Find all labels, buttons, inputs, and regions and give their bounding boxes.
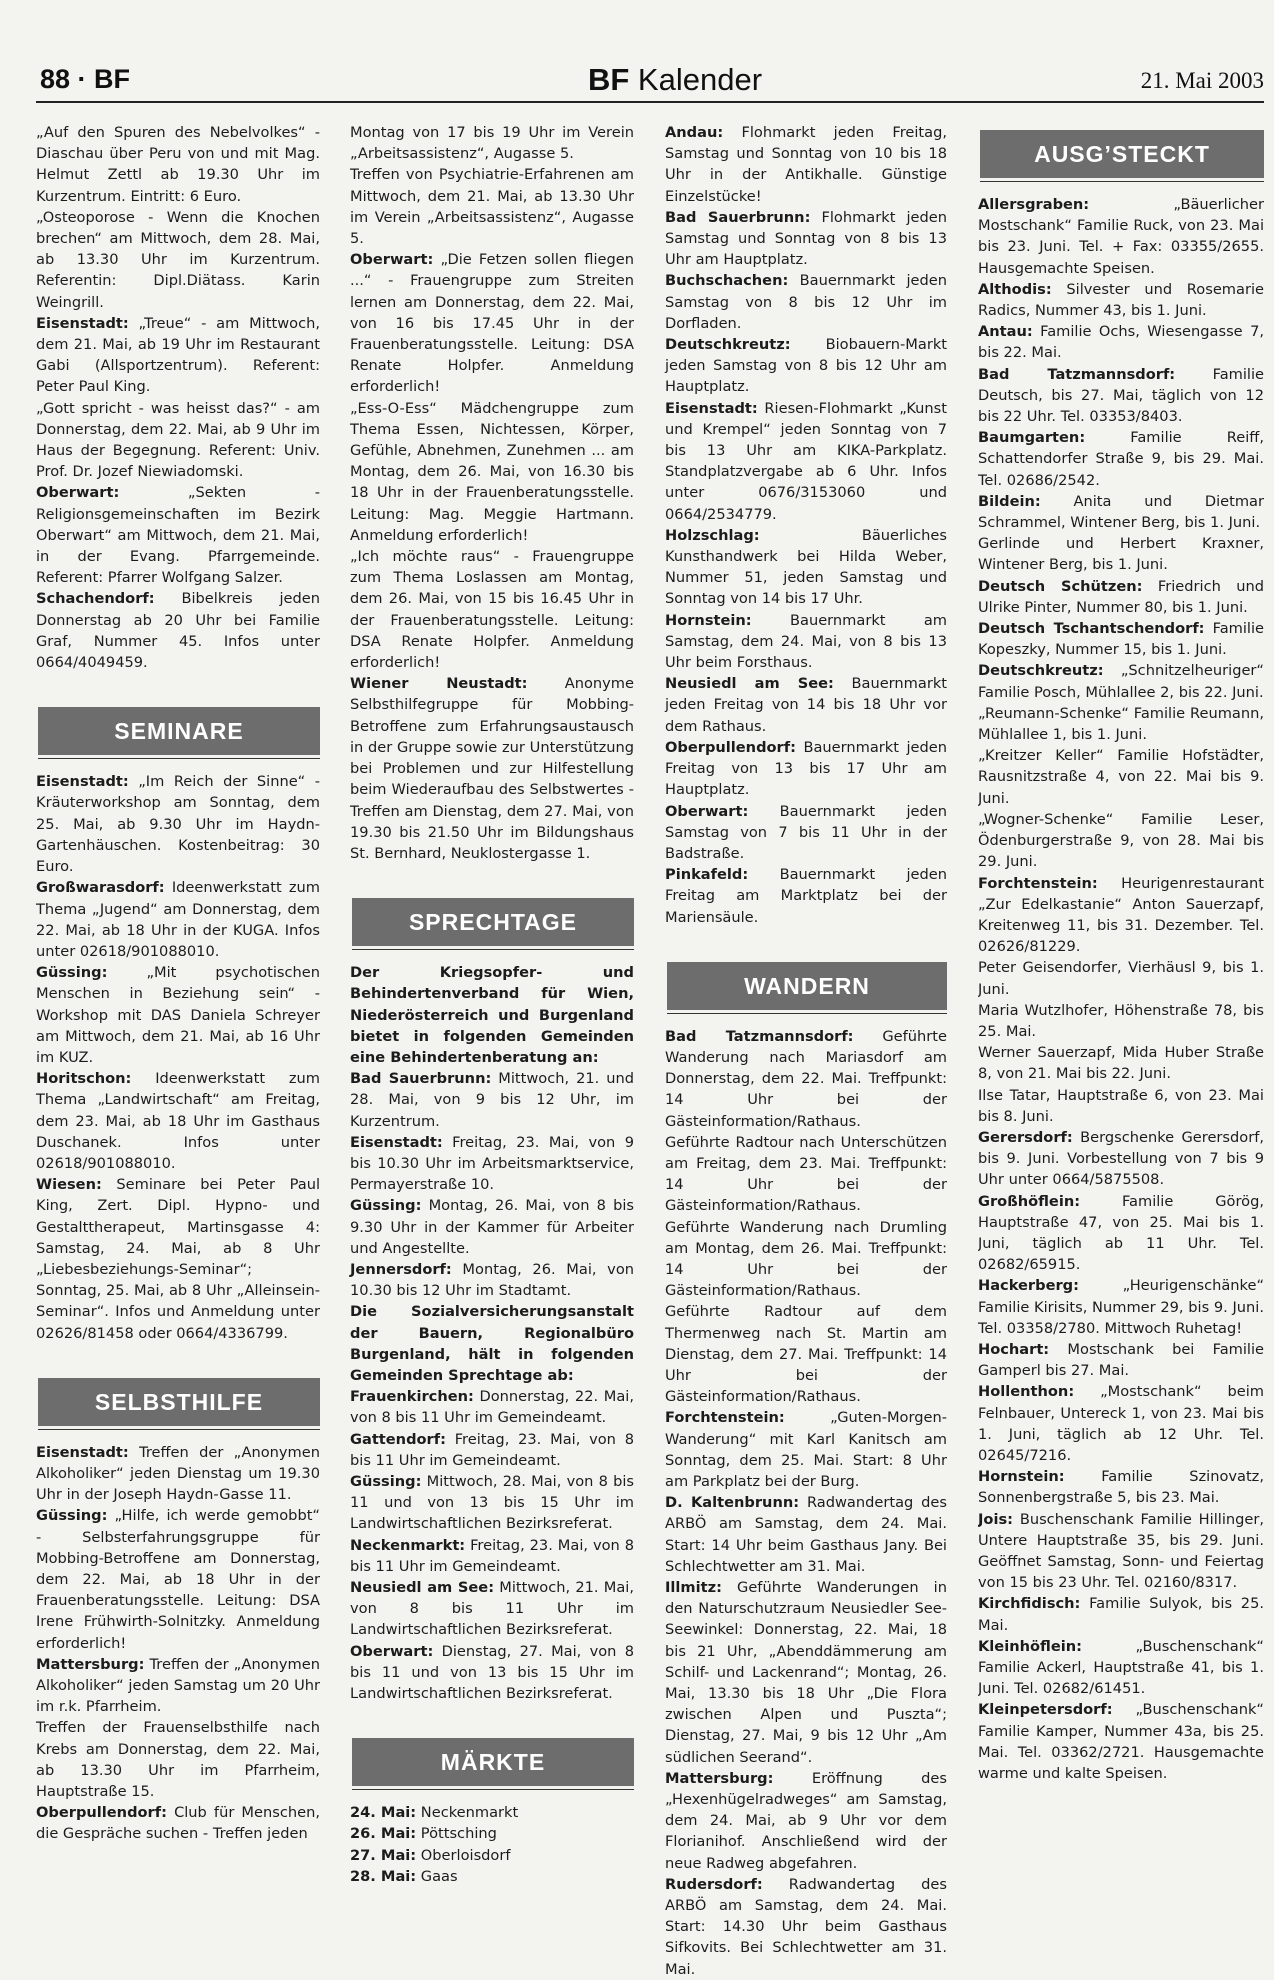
listing-entry [665, 1407, 947, 1492]
listing-entry [978, 873, 1264, 958]
listing-text: Ideenwerkstatt zum Thema „Landwirtschaft“ am Freitag, dem 23. Mai, ab 18 Uhr im Gasthaus Duschanek. Infos unter 02618/901088010. [36, 1070, 320, 1172]
listing-entry [978, 1381, 1264, 1466]
listing-entry [350, 1802, 634, 1823]
listing-entry [350, 1577, 634, 1641]
listing-text: „Heurigenschänke“ Familie Kirisits, Nummer 29, bis 9. Juni. Tel. 03358/2780. Mittwoch Ruhetag! [978, 1277, 1264, 1337]
listing-entry [978, 491, 1264, 533]
listing-place: Bad Tatzmannsdorf: [665, 1027, 854, 1045]
listing-text: Bäuerliches Kunsthandwerk bei Hilda Weber, Nummer 51, jeden Samstag und Sonntag von 14 bis 17 Uhr. [665, 526, 947, 608]
listing-entry [665, 864, 947, 928]
listing-entry [350, 1641, 634, 1705]
listing-place: Neusiedl am See: [350, 1579, 495, 1596]
listing-entry [350, 122, 634, 164]
listing-text: Riesen-Flohmarkt „Kunst und Krempel“ jeden Sonntag von 7 bis 13 Uhr am KIKA-Parkplatz. Standplatzvergabe ab 6 Uhr. Infos unter 0676/3153060 und 0664/2534779. [665, 399, 947, 523]
listing-place: Mattersburg: [665, 1769, 774, 1787]
listing-text: Familie Sulyok, bis 25. Mai. [978, 1595, 1264, 1634]
listing-entry [350, 249, 634, 397]
listing-text: Bergschenke Gerersdorf, bis 9. Juni. Vorbestellung von 7 bis 9 Uhr unter 0664/5875508. [978, 1128, 1264, 1189]
listing-text: „Mit psychotischen Menschen in Beziehung sein“ - Workshop mit DAS Daniela Schreyer am Mittwoch, dem 21. Mai, ab 16 Uhr im KUZ. [36, 964, 320, 1066]
listing-entry [665, 334, 947, 398]
listing-entry [350, 1535, 634, 1577]
listing-entry [36, 962, 320, 1068]
listing-text: Geführte Radtour auf dem Thermenweg nach St. Martin am Dienstag, dem 27. Mai. Treffpunkt: 14 Uhr bei der Gästeinformation/Rathaus. [665, 1303, 947, 1406]
listing-text: Donnerstag, 22. Mai, von 8 bis 11 Uhr im Gemeindeamt. [350, 1388, 634, 1427]
listing-place: Hochart: [978, 1340, 1050, 1358]
listing-text: Heurigenrestaurant „Zur Edelkastanie“ Anton Sauerzapf, Kreitenweg 11, bis 31. Dezember. Tel. 02626/81229. [978, 874, 1264, 956]
listing-text: Eröffnung des „Hexenhügelradweges“ am Samstag, dem 24. Mai, ab 9 Uhr vor dem Florianihof. Anschließend wird der neue Radweg abgefahren. [665, 1769, 947, 1872]
listing-text: Treffen der „Anonymen Alkoholiker“ jeden Samstag um 20 Uhr im r.k. Pfarrheim. [36, 1655, 320, 1716]
listing-entry [978, 533, 1264, 575]
listing-text: Bibelkreis jeden Donnerstag ab 20 Uhr bei Familie Graf, Nummer 45. Infos unter 0664/4049459. [36, 590, 320, 672]
listing-place: Oberwart: [350, 251, 434, 269]
listing-place: Kleinhöflein: [978, 1637, 1082, 1655]
listing-text: Bauernmarkt jeden Freitag von 14 bis 18 Uhr vor dem Rathaus. [665, 675, 947, 735]
listing-place: Eisenstadt: [665, 399, 758, 417]
listing-entry [36, 122, 320, 207]
listing-text: Bauernmarkt am Samstag, dem 24. Mai, von 8 bis 13 Uhr beim Forsthaus. [665, 611, 948, 672]
listing-entry [350, 398, 634, 546]
listing-place: Hackerberg: [978, 1277, 1079, 1295]
listing-text: Familie Deutsch, bis 27. Mai, täglich von 12 bis 22 Uhr. Tel. 03353/8403. [978, 365, 1264, 426]
listing-text: Club für Menschen, die Gespräche suchen - Treffen jeden [36, 1804, 320, 1843]
listing-place: Jennersdorf: [350, 1260, 452, 1278]
listing-entry [978, 1339, 1264, 1381]
listing-text: Familie Görög, Hauptstraße 47, von 25. Mai bis 1. Juni, täglich ab 11 Uhr. Tel. 02682/65915. [978, 1192, 1264, 1274]
listing-place: Gerersdorf: [978, 1128, 1073, 1146]
listing-entry [978, 194, 1264, 279]
listing-text: „Wogner-Schenke“ Familie Leser, Ödenburgerstraße 9, von 28. Mai bis 29. Juni. [978, 810, 1264, 871]
listing-place: Oberpullendorf: [665, 738, 796, 756]
listing-text: Montag von 17 bis 19 Uhr im Verein „Arbeitsassistenz“, Augasse 5. [350, 124, 634, 163]
listing-entry [36, 398, 320, 483]
listing-text: „Treue“ - am Mittwoch, dem 21. Mai, ab 19 Uhr im Restaurant Gabi (Allsportzentrum). Referent: Peter Paul King. [36, 314, 320, 396]
listing-text: Seminare bei Peter Paul King, Zert. Dipl. Hypno- und Gestalttherapeut, Martinsgasse 4: Samstag, 24. Mai, ab 8 Uhr „Liebesbeziehungs-Seminar“; Sonntag, 25. Mai, ab 8 Uhr „Alleinsein-Seminar“. Infos und Anmeldung unter 02626/81458 oder 0664/4336799. [36, 1176, 320, 1342]
listing-place: Kleinpetersdorf: [978, 1701, 1113, 1719]
listing-text: Familie Szinovatz, Sonnenbergstraße 5, bis 23. Mai. [978, 1468, 1264, 1507]
listing-text: Mittwoch, 28. Mai, von 8 bis 11 und von 13 bis 15 Uhr im Landwirtschaftlichen Bezirksreferat. [350, 1472, 634, 1533]
page-number: 88 · BF [40, 64, 131, 94]
listing-entry [36, 1717, 320, 1802]
listing-entry [350, 1429, 634, 1471]
listing-entry [350, 1386, 634, 1428]
listing-entry [350, 1845, 634, 1866]
listing-entry [978, 660, 1264, 702]
listing-text: „Die Fetzen sollen fliegen ...“ - Frauengruppe zum Streiten lernen am Donnerstag, dem 22. Mai, von 16 bis 17.45 Uhr in der Frauenberatungsstelle. Leitung: DSA Renate Holpfer. Anmeldung erforderlich! [350, 251, 634, 396]
listing-place: Wiener Neustadt: [350, 675, 528, 693]
listing-entry [36, 207, 320, 313]
listing-text: Familie Reiff, Schattendorfer Straße 9, bis 29. Mai. Tel. 02686/2542. [978, 429, 1264, 489]
listing-place: Bad Sauerbrunn: [350, 1070, 492, 1088]
listing-entry [665, 1874, 947, 1980]
listing-text: Montag, 26. Mai, von 10.30 bis 12 Uhr im Stadtamt. [350, 1260, 634, 1300]
listing-place: 27. Mai: [350, 1846, 417, 1864]
listing-entry [350, 546, 634, 673]
listing-place: Bad Tatzmannsdorf: [978, 365, 1176, 383]
listing-entry [665, 1577, 947, 1768]
listing-text: „Ich möchte raus“ - Frauengruppe zum Thema Loslassen am Montag, dem 26. Mai, von 15 bis 16.45 Uhr in der Frauenberatungsstelle. Leitung: DSA Renate Holpfer. Anmeldung erforderlich! [350, 548, 634, 672]
listing-text: „Schnitzelheuriger“ Familie Posch, Mühlallee 2, bis 22. Juni. [978, 662, 1264, 701]
listing-text: „Kreitzer Keller“ Familie Hofstädter, Rausnitzstraße 4, von 22. Mai bis 9. Juni. [978, 747, 1264, 807]
listing-entry [665, 801, 947, 865]
listing-text: Geführte Wanderungen in den Naturschutzraum Neusiedler See-Seewinkel: Donnerstag, 22. Mai, 18 bis 21 Uhr, „Abenddämmerung am Schilf- und Lackenrand“; Montag, 26. Mai, 13.30 bis 18 Uhr „Die Flora zwischen Alpen und Puszta“; Dienstag, 27. Mai, 9 bis 12 Uhr „Am südlichen Seerand“. [665, 1579, 947, 1766]
listing-text: Gaas [420, 1867, 458, 1885]
listing-text: Familie Ochs, Wiesengasse 7, bis 22. Mai. [978, 323, 1264, 362]
listing-text: „Ess-O-Ess“ Mädchengruppe zum Thema Essen, Nichtessen, Körper, Gefühle, Abnehmen, Zunehmen ... am Montag, dem 26. Mai, von 16.30 bis 18 Uhr in der Frauenberatungsstelle. Leitung: Mag. Meggie Hartmann. Anmeldung erforderlich! [350, 399, 634, 544]
listing-text: Bauernmarkt jeden Samstag von 8 bis 12 Uhr im Dorfladen. [665, 272, 948, 332]
listing-entry [978, 321, 1264, 363]
listing-text: „Gott spricht - was heisst das?“ - am Donnerstag, dem 22. Mai, ab 9 Uhr im Haus der Begegnung. Referent: Univ. Prof. Dr. Jozef Niewiadomski. [36, 399, 320, 481]
listing-text: Gerlinde und Herbert Kraxner, Wintener Berg, bis 1. Juni. [978, 535, 1264, 574]
listing-place: Eisenstadt: [36, 773, 129, 791]
listing-place: Hornstein: [665, 611, 752, 629]
listing-entry [350, 1132, 634, 1196]
listing-place: Deutsch Tschantschendorf: [978, 620, 1205, 638]
listing-entry [350, 164, 634, 249]
listing-entry [665, 270, 947, 334]
listing-entry [978, 703, 1264, 745]
listing-place: Hollenthon: [978, 1383, 1075, 1401]
listing-text: Flohmarkt jeden Freitag, Samstag und Sonntag von 10 bis 18 Uhr in der Antikhalle. Günstige Einzelstücke! [665, 124, 948, 205]
heading-sprechtage: SPRECHTAGE [352, 898, 634, 950]
listing-entry [665, 737, 947, 801]
listing-entry [36, 771, 320, 877]
listing-text: „Buschenschank“ Familie Kamper, Nummer 43a, bis 25. Mai. Tel. 03362/2721. Hausgemachte warme und kalte Speisen. [978, 1701, 1264, 1783]
listing-text: Treffen der „Anonymen Alkoholiker“ jeden Dienstag um 19.30 Uhr in der Joseph Haydn-Gasse 11. [36, 1443, 320, 1504]
section-title-logo: BF [587, 62, 630, 97]
listing-place: Großhöflein: [978, 1192, 1081, 1210]
listing-entry [36, 1505, 320, 1653]
listing-entry [350, 673, 634, 864]
listing-text: Dienstag, 27. Mai, von 8 bis 11 und von 13 bis 15 Uhr im Landwirtschaftlichen Bezirksreferat. [350, 1642, 634, 1703]
listing-text: Ideenwerkstatt zum Thema „Jugend“ am Donnerstag, dem 22. Mai, ab 18 Uhr in der KUGA. Infos unter 02618/901088010. [36, 879, 320, 960]
listing-text: „Guten-Morgen-Wanderung“ mit Karl Kanitsch am Sonntag, dem 25. Mai. Start: 8 Uhr am Parkplatz bei der Burg. [665, 1409, 947, 1490]
listing-entry [978, 745, 1264, 809]
listing-text: Familie Kopeszky, Nummer 15, bis 1. Juni. [978, 620, 1264, 659]
listing-text: Werner Sauerzapf, Mida Huber Straße 8, von 21. Mai bis 22. Juni. [978, 1044, 1264, 1083]
listing-text: Maria Wutzlhofer, Höhenstraße 78, bis 25. Mai. [978, 1001, 1264, 1040]
listing-entry [350, 1823, 634, 1844]
listing-text: Pöttsching [420, 1825, 497, 1843]
listing-place: Oberpullendorf: [36, 1804, 167, 1822]
heading-wandern: WANDERN [667, 962, 947, 1014]
listing-place: Kirchfidisch: [978, 1595, 1081, 1613]
listing-text: Friedrich und Ulrike Pinter, Nummer 80, bis 1. Juni. [978, 577, 1264, 616]
listing-place: Holzschlag: [665, 526, 760, 544]
listing-text: Freitag, 23. Mai, von 8 bis 11 Uhr im Gemeindeamt. [350, 1536, 634, 1575]
listing-entry [665, 1132, 947, 1217]
listing-text: Bauernmarkt jeden Freitag am Marktplatz bei der Mariensäule. [665, 866, 947, 926]
column-2 [350, 122, 634, 1887]
listing-text: Oberloisdorf [420, 1846, 511, 1864]
listing-entry [665, 610, 947, 674]
listing-place: Frauenkirchen: [350, 1388, 474, 1406]
listing-entry [978, 1636, 1264, 1700]
listing-place: D. Kaltenbrunn: [665, 1494, 800, 1512]
listing-text: Mittwoch, 21. und 28. Mai, von 9 bis 12 Uhr, im Kurzentrum. [350, 1070, 634, 1130]
listing-text: Freitag, 23. Mai, von 9 bis 10.30 Uhr im Arbeitsmarktservice, Permayerstraße 10. [350, 1133, 634, 1194]
listing-text: „Sekten - Religionsgemeinschaften im Bezirk Oberwart“ am Mittwoch, dem 21. Mai, in der Evang. Pfarrgemeinde. Referent: Pfarrer Wolfgang Salzer. [36, 484, 321, 587]
listing-entry [350, 1259, 634, 1301]
listing-place: Schachendorf: [36, 590, 155, 608]
listing-place: Oberwart: [665, 802, 749, 820]
listing-entry [665, 1492, 947, 1577]
listing-entry [978, 1127, 1264, 1191]
listing-text: „Bäuerlicher Mostschank“ Familie Ruck, von 23. Mai bis 23. Juni. Tel. + Fax: 03355/2655. Hausgemachte Speisen. [978, 196, 1264, 277]
listing-place: Güssing: [36, 1507, 108, 1525]
listing-place: Großwarasdorf: [36, 879, 165, 897]
listing-text: Treffen der Frauenselbsthilfe nach Krebs am Donnerstag, dem 22. Mai, ab 13.30 Uhr im Pfarrheim, Hauptstraße 15. [36, 1719, 320, 1801]
listing-place: 24. Mai: [350, 1804, 417, 1822]
listing-text: Peter Geisendorfer, Vierhäusl 9, bis 1. Juni. [978, 959, 1264, 998]
listing-text: Geführte Wanderung nach Mariasdorf am Donnerstag, dem 22. Mai. Treffpunkt: 14 Uhr bei der Gästeinformation/Rathaus. [665, 1027, 947, 1130]
listing-entry [665, 1768, 947, 1874]
listing-place: Jois: [978, 1510, 1013, 1528]
listing-entry [978, 1593, 1264, 1635]
listing-place: Forchtenstein: [665, 1409, 785, 1427]
listing-entry [665, 1301, 947, 1407]
listing-entry [350, 1068, 634, 1132]
listing-place: Baumgarten: [978, 429, 1086, 447]
listing-entry [978, 1085, 1264, 1127]
listing-entry [665, 673, 947, 737]
section-title [545, 62, 805, 98]
listing-entry [36, 1654, 320, 1718]
listing-entry [978, 1466, 1264, 1508]
listing-entry [665, 122, 947, 207]
listing-text: Anonyme Selbsthilfegruppe für Mobbing-Betroffene zum Erfahrungsaustausch in der Gruppe sowie zur Unterstützung bei Problemen und zur Hilfestellung beim Wiederaufbau des Selbstwertes - Treffen am Dienstag, dem 27. Mai, von 19.30 bis 21.50 Uhr im Bildungshaus St. Bernhard, Neuklostergasse 1. [350, 675, 634, 862]
listing-place: Horitschon: [36, 1070, 132, 1088]
listing-text: „Reumann-Schenke“ Familie Reumann, Mühlallee 1, bis 1. Juni. [978, 704, 1264, 744]
listing-entry [978, 1191, 1264, 1276]
heading-maerkte: MÄRKTE [352, 1738, 634, 1790]
listing-place: 26. Mai: [350, 1825, 417, 1843]
listing-entry [978, 576, 1264, 618]
listing-entry [665, 1217, 947, 1302]
listing-entry [36, 1442, 320, 1506]
listing-entry [350, 1471, 634, 1535]
listing-place: Forchtenstein: [978, 874, 1098, 892]
listing-entry [665, 1026, 947, 1132]
listing-text: Bauernmarkt jeden Samstag von 7 bis 11 Uhr in der Badstraße. [665, 802, 948, 862]
listing-entry [36, 1802, 320, 1844]
listing-entry [36, 313, 320, 398]
section-title-text: Kalender [637, 62, 763, 97]
listing-text: „Hilfe, ich werde gemobbt“ - Selbsterfahrungsgruppe für Mobbing-Betroffene am Donnerstag, dem 22. Mai, ab 18 Uhr in der Frauenberatungsstelle. Leitung: DSA Irene Frühwirth-Solnitzky. Anmeldung erforderlich! [36, 1507, 320, 1652]
listing-entry [978, 1699, 1264, 1784]
column-3 [665, 122, 947, 1980]
listing-entry [978, 427, 1264, 491]
listing-text: Mostschank bei Familie Gamperl bis 27. Mai. [978, 1340, 1264, 1380]
listing-place: 28. Mai: [350, 1867, 417, 1885]
listing-entry [350, 1866, 634, 1887]
listing-text: „Im Reich der Sinne“ - Kräuterworkshop am Sonntag, dem 25. Mai, ab 9.30 Uhr im Haydn-Gartenhäuschen. Kostenbeitrag: 30 Euro. [36, 773, 321, 876]
listing-text: Geführte Wanderung nach Drumling am Montag, dem 26. Mai. Treffpunkt: 14 Uhr bei der Gästeinformation/Rathaus. [665, 1218, 947, 1300]
page-header [40, 62, 1264, 102]
sprechtage-intro: Der Kriegsopfer- und Behindertenverband für Wien, Niederösterreich und Burgenland bietet in folgenden Gemeinden eine Behindertenberatung an: [350, 964, 634, 1066]
listing-text: Radwandertag des ARBÖ am Samstag, dem 24. Mai. Start: 14.30 Uhr beim Gasthaus Sifkovits. Bei Schlechtwetter am 31. Mai. [665, 1875, 948, 1978]
listing-place: Hornstein: [978, 1468, 1065, 1486]
listing-text: Anita und Dietmar Schrammel, Wintener Berg, bis 1. Juni. [978, 492, 1264, 532]
column-1 [36, 122, 320, 1845]
listing-entry [350, 1195, 634, 1259]
listing-text: Freitag, 23. Mai, von 8 bis 11 Uhr im Gemeindeamt. [350, 1430, 634, 1469]
listing-place: Mattersburg: [36, 1655, 145, 1673]
listing-entry [978, 809, 1264, 873]
listing-place: Bildein: [978, 492, 1041, 510]
listing-place: Deutschkreutz: [978, 662, 1104, 680]
listing-place: Deutsch Schützen: [978, 577, 1143, 595]
listing-text: Bauernmarkt jeden Freitag von 13 bis 17 Uhr am Hauptplatz. [665, 738, 947, 799]
listing-place: Rudersdorf: [665, 1875, 763, 1893]
listing-text: Geführte Radtour nach Unterschützen am Freitag, dem 23. Mai. Treffpunkt: 14 Uhr bei der Gästeinformation/Rathaus. [665, 1133, 947, 1215]
listing-text: Radwandertag des ARBÖ am Samstag, dem 24. Mai. Start: 14 Uhr beim Gasthaus Jany. Bei Schlechtwetter am 31. Mai. [665, 1494, 948, 1575]
listing-entry [978, 957, 1264, 999]
listing-text: „Auf den Spuren des Nebelvolkes“ - Diaschau über Peru von und mit Mag. Helmut Zettl ab 19.30 Uhr im Kurzentrum. Eintritt: 6 Euro. [36, 124, 320, 205]
listing-entry [665, 207, 947, 271]
listing-entry [978, 279, 1264, 321]
listing-entry [665, 398, 947, 525]
heading-seminare: SEMINARE [38, 707, 320, 759]
listing-text: „Buschenschank“ Familie Ackerl, Hauptstraße 41, bis 1. Juni. Tel. 02682/61451. [978, 1637, 1264, 1698]
listing-text: Silvester und Rosemarie Radics, Nummer 43, bis 1. Juni. [978, 280, 1264, 320]
listing-place: Deutschkreutz: [665, 336, 791, 354]
listing-place: Buchschachen: [665, 272, 789, 290]
listing-place: Pinkafeld: [665, 866, 749, 884]
listing-place: Allersgraben: [978, 196, 1090, 213]
listing-text: Neckenmarkt [420, 1804, 519, 1822]
listing-text: Montag, 26. Mai, von 8 bis 9.30 Uhr in der Kammer für Arbeiter und Angestellte. [350, 1197, 634, 1257]
listing-place: Antau: [978, 323, 1033, 341]
listing-place: Oberwart: [350, 1642, 434, 1660]
listing-place: Oberwart: [36, 484, 120, 502]
listing-text: Mittwoch, 21. Mai, von 8 bis 11 Uhr im Landwirtschaftlichen Bezirksreferat. [350, 1579, 634, 1639]
listing-place: Neckenmarkt: [350, 1536, 466, 1554]
listing-place: Eisenstadt: [350, 1133, 443, 1151]
listing-entry [978, 364, 1264, 428]
listing-entry [978, 1000, 1264, 1042]
listing-text: Buschenschank Familie Hillinger, Untere Hauptstraße 35, bis 29. Juni. Geöffnet Samstag, Sonn- und Feiertag von 15 bis 23 Uhr. Tel. 02160/8317. [978, 1510, 1264, 1592]
listing-place: Bad Sauerbrunn: [665, 208, 811, 226]
listing-place: Eisenstadt: [36, 314, 129, 332]
listing-place: Andau: [665, 124, 724, 141]
listing-place: Eisenstadt: [36, 1443, 129, 1461]
listing-entry [978, 1275, 1264, 1339]
listing-entry [36, 482, 320, 588]
listing-place: Gattendorf: [350, 1430, 446, 1448]
heading-ausgsteckt: AUSG’STECKT [980, 130, 1264, 182]
column-4 [978, 130, 1264, 1784]
listing-entry [36, 1174, 320, 1344]
listing-text: Biobauern-Markt jeden Samstag von 8 bis 12 Uhr am Hauptplatz. [665, 336, 947, 396]
listing-text: „Mostschank“ beim Felnbauer, Untereck 1, von 23. Mai bis 1. Juni, täglich ab 12 Uhr. Tel. 02645/7216. [978, 1383, 1264, 1464]
listing-place: Güssing: [350, 1472, 422, 1490]
listing-place: Wiesen: [36, 1176, 102, 1194]
issue-date: 21. Mai 2003 [1140, 68, 1264, 93]
listing-entry [36, 1068, 320, 1174]
listing-place: Güssing: [350, 1197, 422, 1215]
listing-entry [978, 1042, 1264, 1084]
sprechtage-intro-2: Die Sozialversicherungsanstalt der Bauern, Regionalbüro Burgenland, hält in folgenden Gemeinden Sprechtage ab: [350, 1303, 634, 1384]
listing-place: Güssing: [36, 964, 108, 982]
listing-text: „Osteoporose - Wenn die Knochen brechen“ am Mittwoch, dem 28. Mai, ab 13.30 Uhr im Kurzentrum. Referentin: Dipl.Diätass. Karin Weingrill. [36, 208, 320, 311]
listing-entry [36, 588, 320, 673]
listing-place: Neusiedl am See: [665, 675, 834, 693]
listing-entry [978, 1509, 1264, 1594]
listing-place: Althodis: [978, 280, 1052, 298]
listing-text: Flohmarkt jeden Samstag und Sonntag von 8 bis 13 Uhr am Hauptplatz. [665, 208, 948, 269]
listing-entry [36, 877, 320, 962]
listing-entry [665, 525, 947, 610]
listing-text: Treffen von Psychiatrie-Erfahrenen am Mittwoch, dem 21. Mai, ab 13.30 Uhr im Verein „Arbeitsassistenz“, Augasse 5. [350, 166, 634, 248]
listing-text: Ilse Tatar, Hauptstraße 6, von 23. Mai bis 8. Juni. [978, 1086, 1264, 1125]
heading-selbsthilfe: SELBSTHILFE [38, 1378, 320, 1430]
listing-place: Illmitz: [665, 1579, 722, 1596]
listing-entry [978, 618, 1264, 660]
header-rule [36, 101, 1264, 103]
